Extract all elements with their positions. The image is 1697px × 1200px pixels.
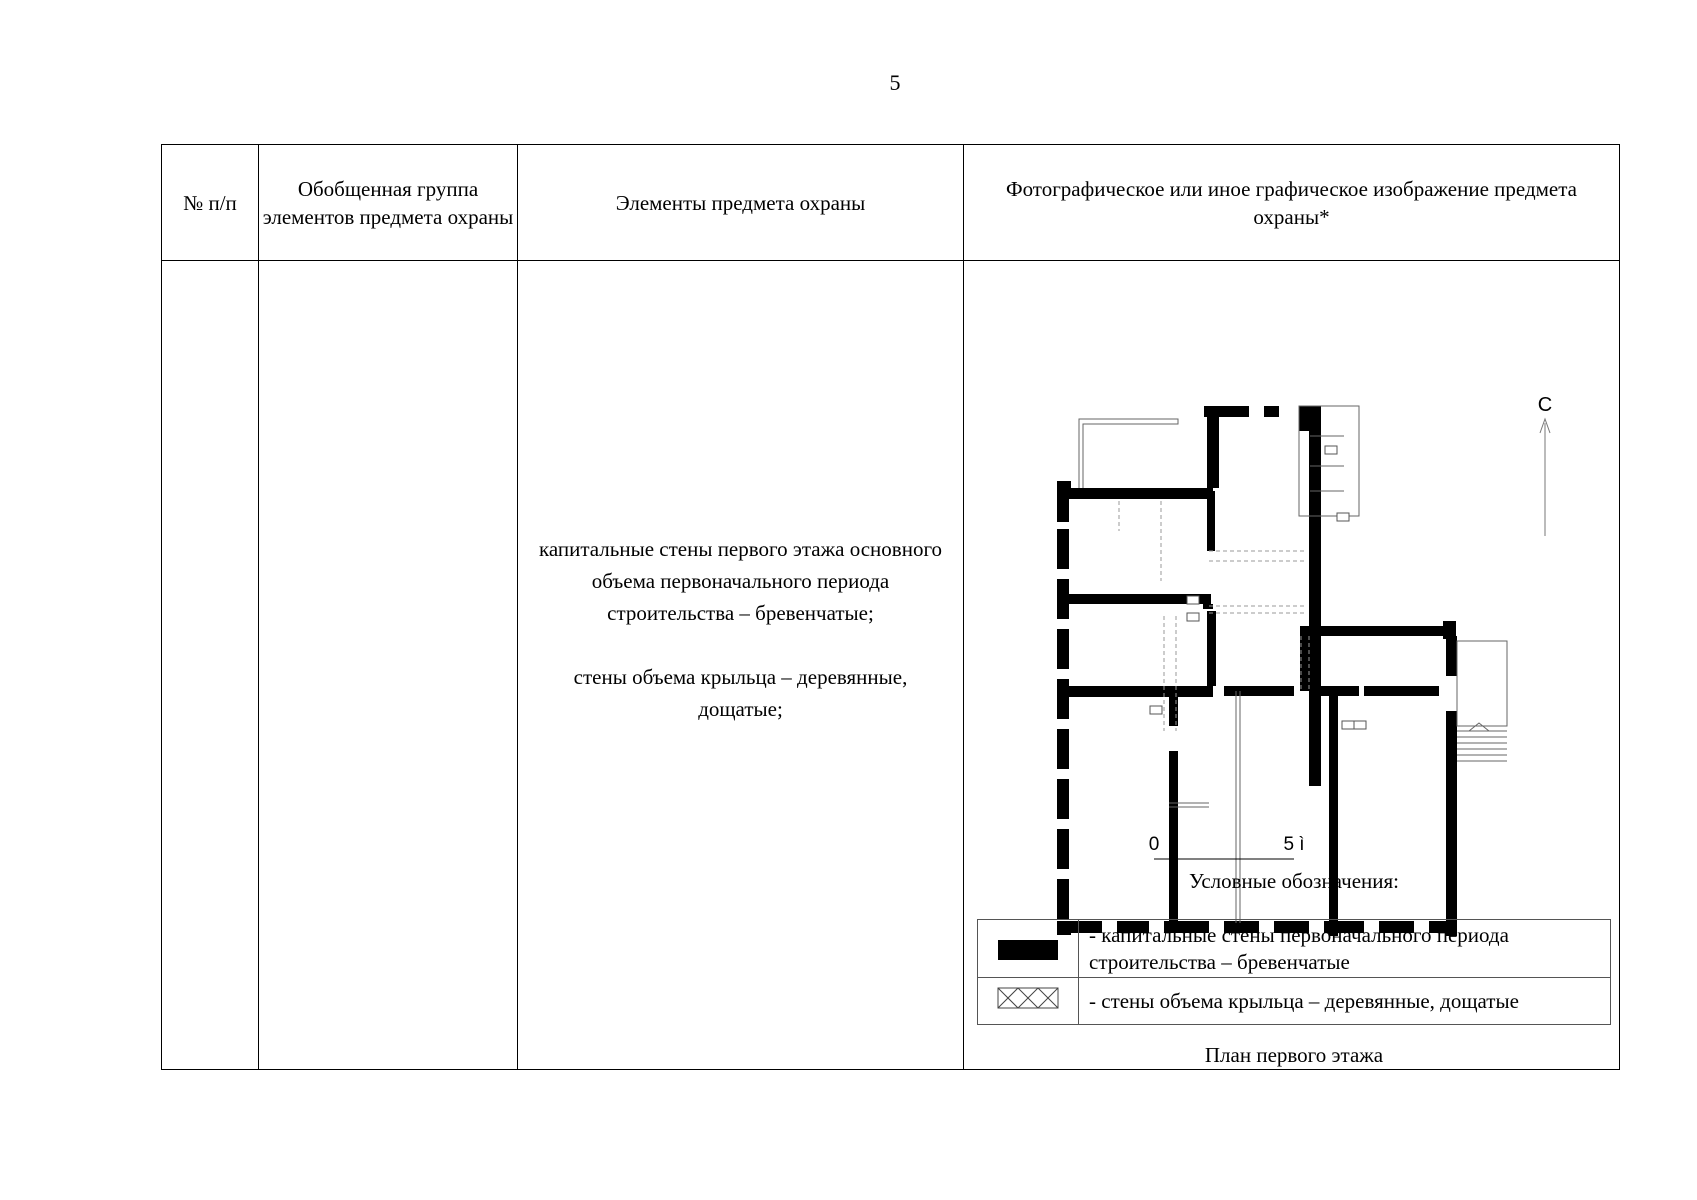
element-item: капитальные стены первого этажа основного объема первоначального периода строительства – бревенчатые; [538, 537, 943, 625]
north-label: С [1537, 394, 1553, 416]
legend-title: Условные обозначения: [1188, 869, 1400, 893]
legend-table [977, 919, 1611, 1025]
legend-row [978, 920, 1611, 978]
scale-label-end: 5 ì [1283, 834, 1305, 855]
table-row [162, 261, 1620, 1070]
element-item: стены объема крыльца – деревянные, дощатые; [573, 665, 908, 721]
table-header-row [162, 145, 1620, 261]
legend-row [978, 978, 1611, 1025]
cell-elements [518, 261, 964, 1070]
black-wall-swatch [998, 940, 1058, 960]
legend-symbol-porch-walls [978, 978, 1079, 1025]
legend-symbol-capital-walls [978, 920, 1079, 978]
cell-number [162, 261, 259, 1070]
cross-hatch-swatch [997, 987, 1059, 1009]
header-image-text: Фотографическое или иное графическое изображение предмета охраны* [1005, 176, 1577, 229]
north-arrow [1538, 394, 1552, 536]
scale-label-start: 0 [1148, 834, 1160, 855]
cell-group [259, 261, 518, 1070]
header-group: Обобщенная группа элементов предмета охраны [259, 145, 518, 261]
page-number: 5 [889, 70, 901, 95]
header-number: № п/п [162, 145, 259, 261]
header-elements: Элементы предмета охраны [518, 145, 964, 261]
protection-subject-table [161, 144, 1620, 1070]
header-image [964, 145, 1620, 261]
legend-text: - стены объема крыльца – деревянные, дощатые [1079, 978, 1611, 1025]
legend-text: - капитальные стены первоначального периода строительства – бревенчатые [1079, 920, 1611, 978]
capital-walls [1057, 406, 1457, 936]
plan-caption: План первого этажа [1204, 1043, 1384, 1067]
cell-image [964, 261, 1620, 1070]
